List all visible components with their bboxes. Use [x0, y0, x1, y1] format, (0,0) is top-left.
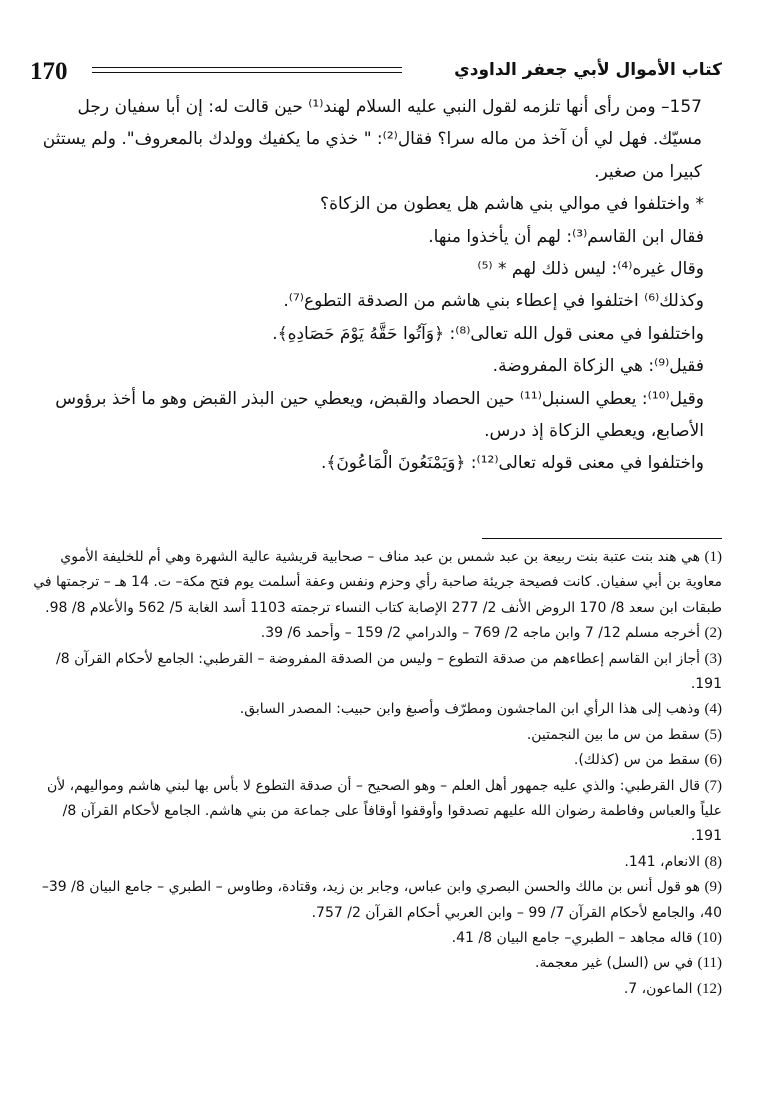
- footnote-9: [30, 875, 722, 926]
- paragraph-likewise: وكذلك⁽⁶⁾ اختلفوا في إعطاء بني هاشم من الصدقة التطوع⁽⁷⁾.: [283, 291, 704, 312]
- paragraph-it-was-said: فقيل⁽⁹⁾: هي الزكاة المفروضة.: [492, 356, 704, 377]
- footnote-number: (5): [704, 726, 722, 743]
- footnote-7: [30, 774, 722, 850]
- paragraph-157: 157– ومن رأى أنها تلزمه لقول النبي عليه السلام لهند⁽¹⁾ حين قالت له: إن أبا سفيان رجل مسيّك. فهل لي أن آخذ من ماله سرا؟ فقال⁽²⁾: " خذي ما يكفيك وولدك بالمعروف". ولم يستثن كبيرا من صغير.: [42, 97, 702, 182]
- footnote-text: هي هند بنت عتبة بنت ربيعة بن عبد شمس بن عبد مناف – صحابية قريشية عالية الشهرة وهي أم للخليفة الأموي معاوية بن أبي سفيان. كانت فصيحة جريئة صاحبة رأي وحزم ونفس وعفة أسلمت يوم فتح مكة– ت. 14 هـ – ترجمتها في طبقات ابن سعد 8/ 170 الروض الأنف 2/ 277 الإصابة كتاب النساء ترجمته 1103 أسد الغابة 5/ 562 والأعلام 8/ 98.: [33, 548, 722, 616]
- paragraph-sunbul: وقيل⁽¹⁰⁾: يعطي السنبل⁽¹¹⁾ حين الحصاد والقبض، ويعطي حين البذر القبض وهو ما أخذ برؤوس الأصابع، ويعطي الزكاة إذ درس.: [55, 388, 704, 442]
- footnote-number: (12): [697, 980, 722, 997]
- paragraph-question: * واختلفوا في موالي بني هاشم هل يعطون من الزكاة؟: [320, 194, 704, 215]
- footnote-number: (10): [697, 929, 722, 946]
- footnote-6: [30, 748, 722, 773]
- footnote-number: (11): [697, 955, 722, 972]
- footnote-5: [30, 723, 722, 748]
- footnote-10: [30, 926, 722, 951]
- footnote-text: قال القرطبي: والذي عليه جمهور أهل العلم – وهو الصحيح – أن صدقة التطوع لا بأس بها لبني هاشم ومواليهم، لأن علياً والعباس وفاطمة رضوان الله عليهم تصدقوا وأوقفوا أوقافاً على جماعة من بني هاشم. الجامع لأحكام القرآن 8/ 191.: [46, 777, 722, 845]
- book-page: [30, 55, 722, 1002]
- running-title: كتاب الأموال لأبي جعفر الداودي: [454, 60, 722, 80]
- footnote-text: هو قول أنس بن مالك والحسن البصري وابن عباس، وجابر بن زيد، وقتادة، وطاوس – الطبري – جامع البيان 8/ 39–40، والجامع لأحكام القرآن 7/ 99 – وابن العربي أحكام القرآن 2/ 757.: [41, 879, 722, 921]
- footnote-1: [30, 545, 722, 621]
- paragraph-verse-harvest: واختلفوا في معنى قول الله تعالى⁽⁸⁾: ﴿وَآتُوا حَقَّهُ يَوْمَ حَصَادِهِ﴾.: [272, 323, 704, 344]
- footnote-text: سقط من س ما بين النجمتين.: [526, 726, 701, 743]
- footnote-number: (2): [704, 625, 722, 642]
- footnote-12: [30, 977, 722, 1002]
- page-header: [30, 55, 722, 91]
- footnote-number: (8): [704, 853, 722, 870]
- paragraph-other-opinion: وقال غيره⁽⁴⁾: ليس ذلك لهم * ⁽⁵⁾: [477, 259, 704, 280]
- footnote-text: أخرجه مسلم 12/ 7 وابن ماجه 2/ 769 – والدرامي 2/ 159 – وأحمد 6/ 39.: [260, 625, 701, 642]
- footnote-2: [30, 621, 722, 646]
- footnote-3: [30, 647, 722, 698]
- main-text: [30, 91, 722, 480]
- footnote-text: في س (السل) غير معجمة.: [535, 955, 694, 972]
- footnote-text: الانعام، 141.: [624, 853, 701, 870]
- footnote-text: سقط من س (كذلك).: [573, 752, 701, 769]
- footnote-number: (7): [704, 777, 722, 794]
- footnote-text: أجاز ابن القاسم إعطاءهم من صدقة التطوع – وليس من الصدقة المفروضة – القرطبي: الجامع لأحكام القرآن 8/ 191.: [56, 650, 722, 692]
- section-spacer: [30, 480, 722, 538]
- paragraph-verse-maun: واختلفوا في معنى قوله تعالى⁽¹²⁾: ﴿وَيَمْنَعُونَ الْمَاعُونَ﴾.: [320, 453, 704, 474]
- footnote-11: [30, 951, 722, 976]
- footnote-number: (3): [704, 650, 722, 667]
- footnote-separator: [482, 538, 722, 539]
- footnote-number: (1): [704, 548, 722, 565]
- header-rule: [92, 67, 402, 73]
- footnote-4: [30, 697, 722, 722]
- footnotes: [30, 545, 722, 1002]
- page-number: 170: [30, 58, 68, 85]
- footnote-number: (9): [704, 879, 722, 896]
- footnote-text: وذهب إلى هذا الرأي ابن الماجشون ومطرّف وأصبغ وابن حبيب: المصدر السابق.: [239, 701, 701, 718]
- footnote-8: [30, 850, 722, 875]
- footnote-number: (4): [704, 701, 722, 718]
- paragraph-ibn-al-qasim: فقال ابن القاسم⁽³⁾: لهم أن يأخذوا منها.: [428, 226, 704, 247]
- footnote-text: الماعون، 7.: [623, 980, 693, 997]
- footnote-number: (6): [704, 752, 722, 769]
- footnote-text: قاله مجاهد – الطبري– جامع البيان 8/ 41.: [451, 929, 693, 946]
